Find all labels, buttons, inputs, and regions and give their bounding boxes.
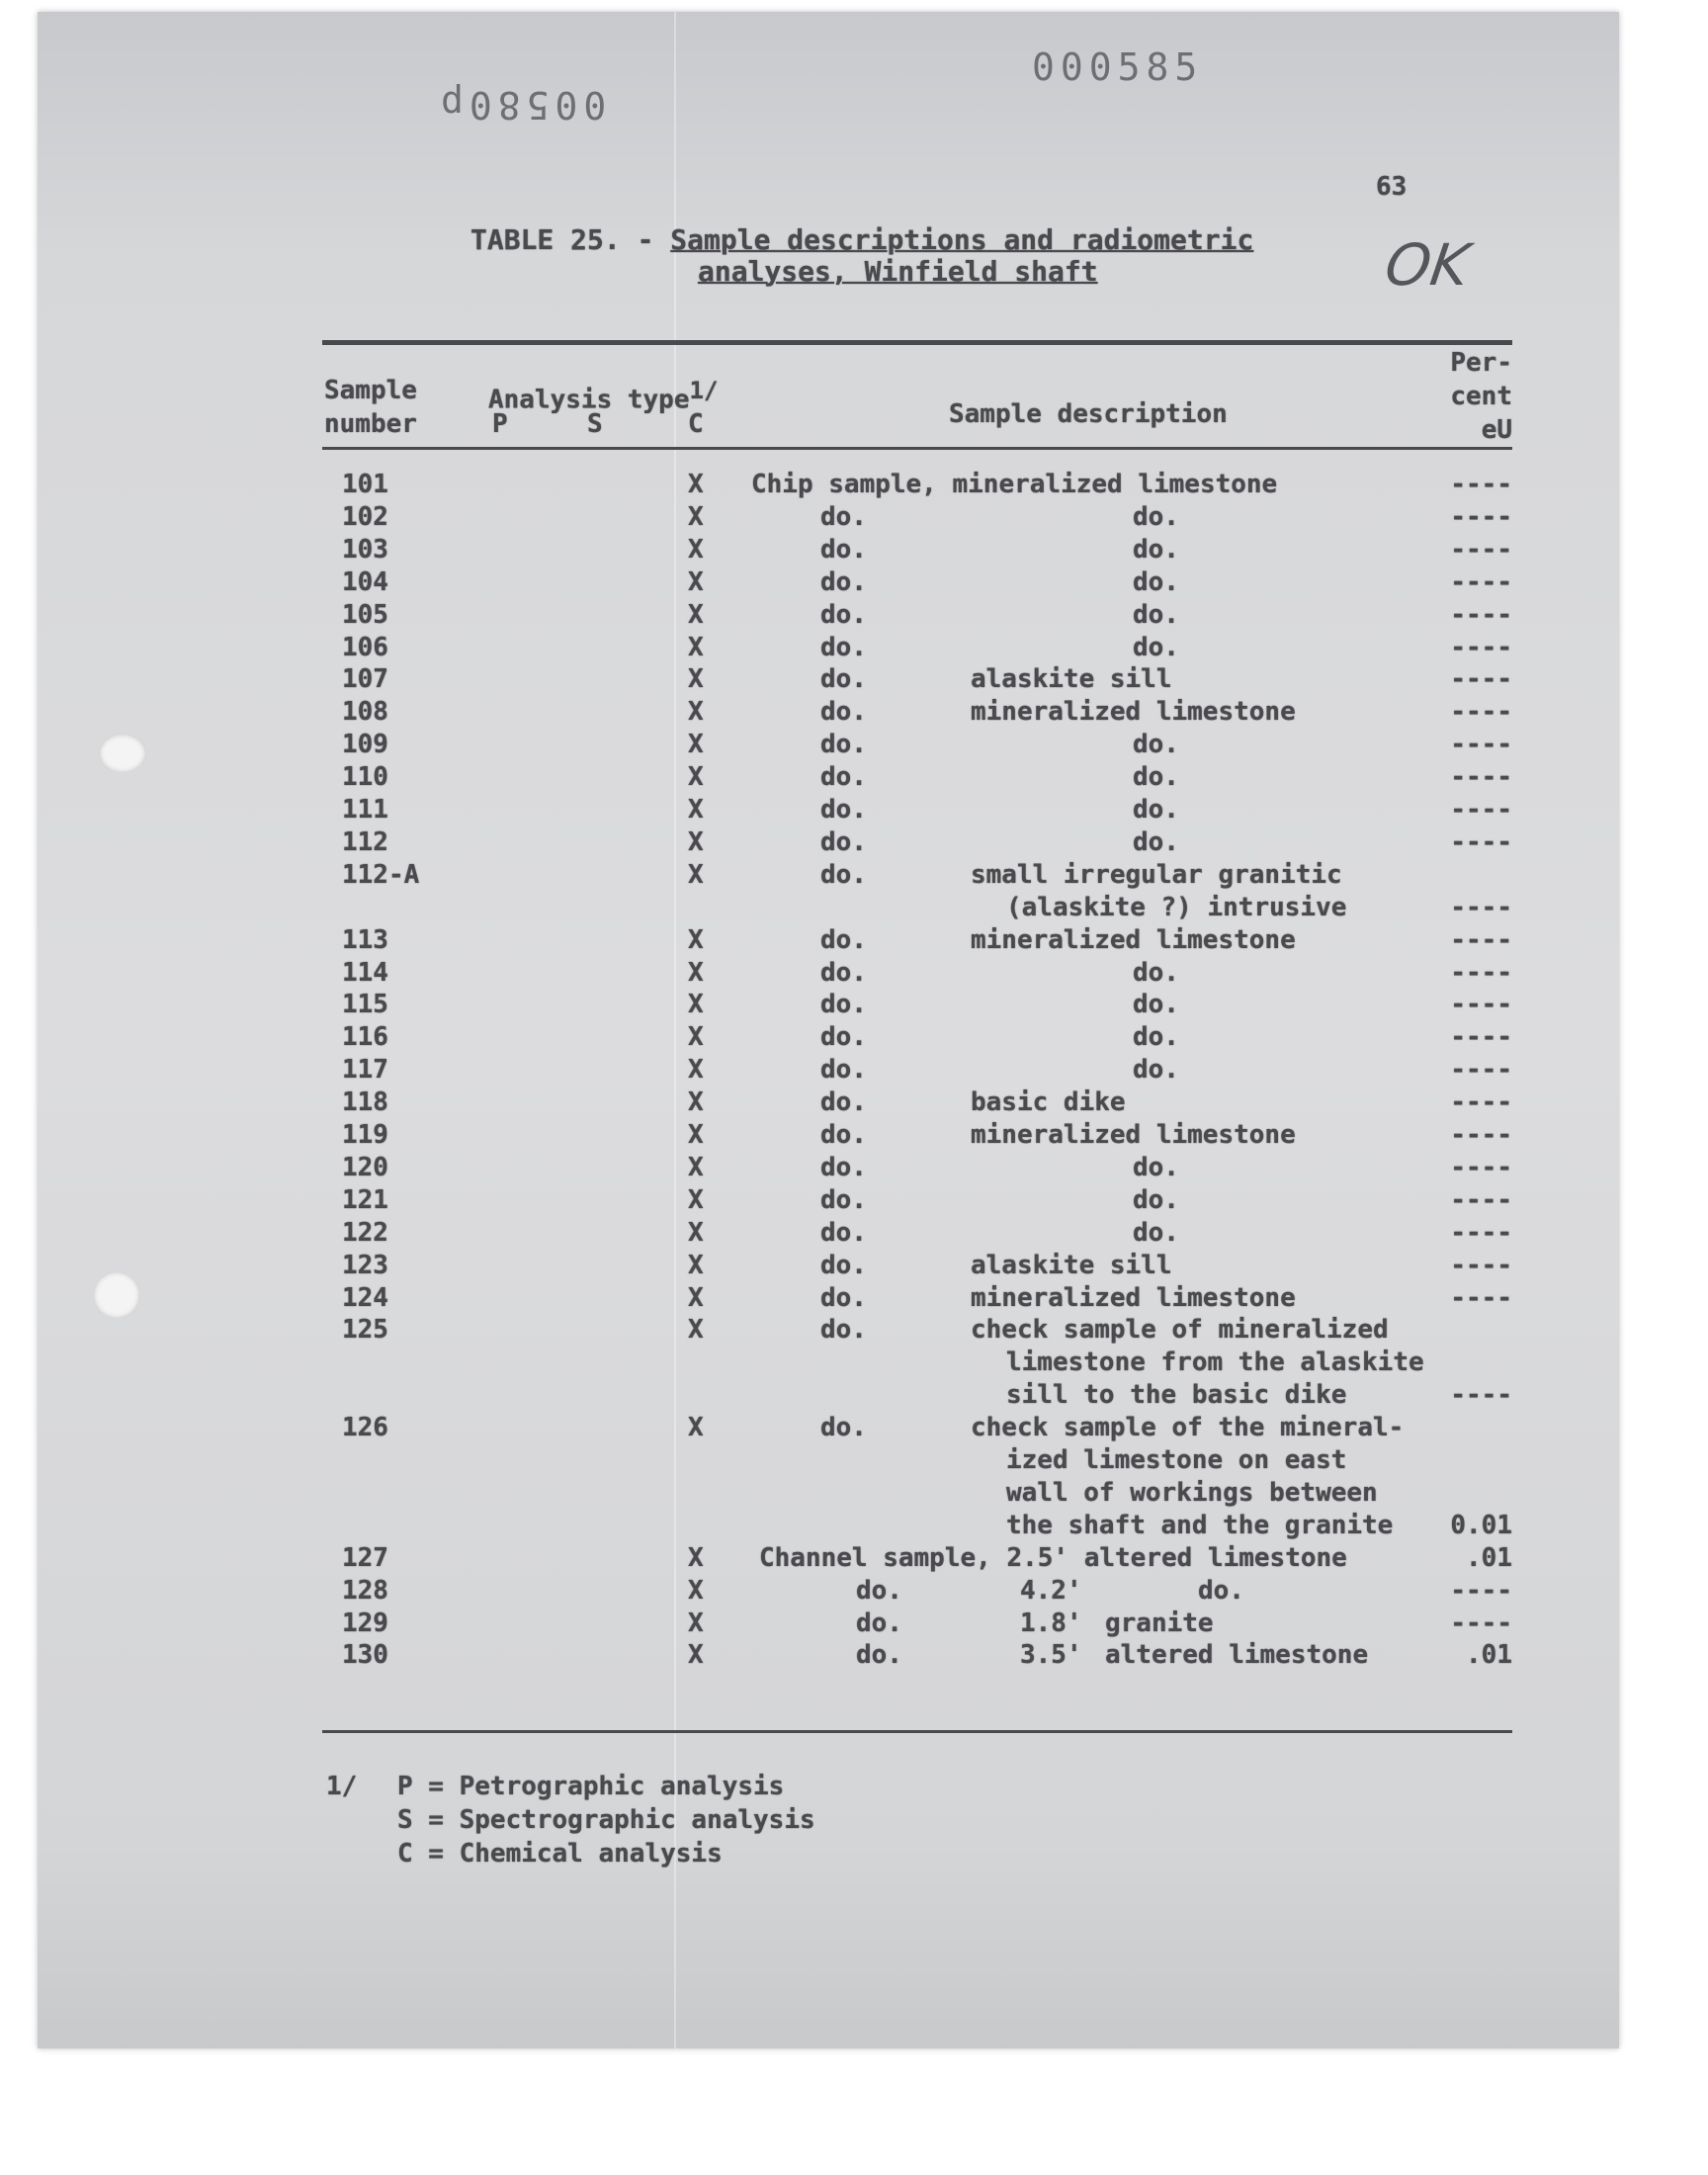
percent-eu-value: ----: [1450, 1088, 1512, 1118]
sample-method: Chip sample, mineralized limestone: [751, 470, 1278, 499]
percent-eu-value: ----: [1450, 1184, 1512, 1215]
analysis-c-mark: X: [688, 1152, 704, 1182]
percent-eu-value: ----: [1450, 1022, 1512, 1053]
sample-description: do.: [1133, 990, 1179, 1020]
sample-description: the shaft and the granite: [1006, 1510, 1394, 1540]
sample-description: do.: [1133, 1022, 1179, 1053]
sample-description: mineralized limestone: [971, 1120, 1296, 1150]
sample-number: 120: [342, 1152, 388, 1182]
analysis-c-mark: X: [688, 1055, 704, 1086]
analysis-c-mark: X: [688, 599, 704, 630]
analysis-c-mark: X: [688, 1640, 704, 1671]
analysis-c-mark: X: [688, 990, 704, 1020]
percent-eu-value: ----: [1450, 664, 1512, 695]
handwritten-note: OK: [1381, 231, 1474, 299]
stamp-number: 000585: [1032, 45, 1204, 89]
percent-eu-value: .01: [1466, 1640, 1512, 1671]
table-row: [0, 826, 1708, 859]
sample-number: 109: [342, 730, 388, 760]
percent-eu-value: ----: [1450, 990, 1512, 1020]
analysis-c-mark: X: [688, 664, 704, 695]
sample-number: 105: [342, 599, 388, 630]
sample-method: do.: [820, 1120, 867, 1150]
sample-description: small irregular granitic: [971, 859, 1342, 890]
table-row: [0, 1184, 1708, 1217]
table-row: [0, 859, 1708, 924]
percent-eu-value: ----: [1450, 470, 1512, 499]
analysis-c-mark: X: [688, 470, 704, 499]
sample-number: 126: [342, 1413, 388, 1443]
header-c: C: [688, 409, 704, 439]
sample-description: do.: [1133, 599, 1179, 630]
table-row: [0, 1021, 1708, 1054]
sample-description: altered limestone: [1105, 1640, 1369, 1671]
footnote-line: S = Spectrographic analysis: [397, 1805, 815, 1835]
header-analysis-ref: 1/: [689, 377, 719, 404]
sample-description: basic dike: [971, 1088, 1126, 1118]
sample-method: do.: [820, 1184, 867, 1215]
table-row: [0, 663, 1708, 696]
table-header-rule: [322, 447, 1512, 450]
table-row: [0, 534, 1708, 566]
header-percent-eu: [1435, 346, 1512, 447]
sample-description: do.: [1133, 1217, 1179, 1248]
table-title-dash: -: [637, 223, 654, 256]
table-row: [0, 696, 1708, 729]
sample-description: do.: [1133, 730, 1179, 760]
sample-number: 107: [342, 664, 388, 695]
header-sample-line-2: number: [324, 409, 417, 439]
analysis-c-mark: X: [688, 1542, 704, 1573]
sample-method: do.: [820, 1152, 867, 1182]
percent-eu-value: ----: [1450, 1380, 1512, 1411]
table-row: [0, 1542, 1708, 1575]
sample-description: wall of workings between: [1006, 1477, 1378, 1508]
sample-number: 112-A: [342, 859, 420, 890]
percent-eu-value: ----: [1450, 826, 1512, 857]
sample-number: 115: [342, 990, 388, 1020]
sample-number: 125: [342, 1315, 388, 1346]
table-row: [0, 566, 1708, 599]
percent-eu-value: ----: [1450, 1608, 1512, 1638]
table-row: [0, 761, 1708, 794]
table-title-text-2: analyses, Winfield shaft: [698, 255, 1098, 288]
sample-thickness: 1.8': [1020, 1608, 1082, 1638]
sample-thickness: 3.5': [1020, 1640, 1082, 1671]
analysis-c-mark: X: [688, 730, 704, 760]
footnote-line: C = Chemical analysis: [397, 1839, 723, 1869]
sample-method: do.: [820, 566, 867, 597]
percent-eu-value: ----: [1450, 1120, 1512, 1150]
sample-description: ized limestone on east: [1006, 1444, 1347, 1475]
table-row: [0, 501, 1708, 534]
sample-description: granite: [1105, 1608, 1214, 1638]
sample-number: 106: [342, 632, 388, 662]
header-sample: [324, 374, 417, 441]
sample-description: do.: [1133, 632, 1179, 662]
sample-method: do.: [820, 730, 867, 760]
sample-number: 121: [342, 1184, 388, 1215]
table-bottom-rule: [322, 1730, 1512, 1733]
sample-description: mineralized limestone: [971, 924, 1296, 955]
sample-method: do.: [820, 1282, 867, 1313]
sample-method: do.: [820, 957, 867, 988]
sample-number: 128: [342, 1575, 388, 1606]
header-s: S: [587, 409, 603, 439]
sample-method: do.: [820, 632, 867, 662]
percent-eu-value: ----: [1450, 697, 1512, 728]
sample-number: 111: [342, 795, 388, 825]
percent-eu-value: ----: [1450, 795, 1512, 825]
sample-method: do.: [820, 534, 867, 565]
percent-eu-value: ----: [1450, 762, 1512, 793]
percent-eu-value: 0.01: [1450, 1510, 1512, 1540]
sample-method: do.: [820, 599, 867, 630]
table-title-line-1: [470, 223, 1253, 256]
sample-method: do.: [856, 1608, 902, 1638]
percent-eu-value: ----: [1450, 1575, 1512, 1606]
table-row: [0, 599, 1708, 632]
analysis-c-mark: X: [688, 859, 704, 890]
table-row: [0, 1250, 1708, 1282]
sample-method: do.: [820, 859, 867, 890]
sample-method: do.: [820, 1022, 867, 1053]
header-description: Sample description: [949, 399, 1228, 429]
sample-description: do.: [1133, 1152, 1179, 1182]
sample-description: do.: [1133, 501, 1179, 532]
table-row: [0, 1152, 1708, 1184]
table-row: [0, 469, 1708, 501]
header-analysis-label: Analysis type: [488, 385, 690, 415]
sample-number: 110: [342, 762, 388, 793]
percent-eu-value: ----: [1450, 599, 1512, 630]
table-row: [0, 729, 1708, 761]
percent-eu-value: ----: [1450, 924, 1512, 955]
table-label: TABLE 25.: [470, 223, 621, 256]
percent-eu-value: ----: [1450, 1282, 1512, 1313]
sample-description: do.: [1133, 795, 1179, 825]
percent-eu-value: ----: [1450, 1055, 1512, 1086]
table-row: [0, 1575, 1708, 1608]
sample-method: do.: [856, 1640, 902, 1671]
table-row: [0, 924, 1708, 957]
sample-number: 117: [342, 1055, 388, 1086]
sample-description: check sample of mineralized: [971, 1315, 1389, 1346]
analysis-c-mark: X: [688, 1413, 704, 1443]
stamp-number-inverted: 00580p: [435, 83, 607, 127]
percent-eu-value: ----: [1450, 1250, 1512, 1280]
percent-eu-value: ----: [1450, 730, 1512, 760]
sample-method: do.: [820, 1217, 867, 1248]
sample-number: 123: [342, 1250, 388, 1280]
sample-thickness: 4.2': [1020, 1575, 1082, 1606]
sample-method: do.: [820, 1315, 867, 1346]
sample-number: 124: [342, 1282, 388, 1313]
header-eu-line-1: Per-: [1450, 348, 1512, 378]
analysis-c-mark: X: [688, 1250, 704, 1280]
percent-eu-value: ----: [1450, 1217, 1512, 1248]
analysis-c-mark: X: [688, 762, 704, 793]
analysis-c-mark: X: [688, 1315, 704, 1346]
table-title-text-1: Sample descriptions and radiometric: [670, 223, 1254, 256]
header-p: P: [492, 409, 508, 439]
table-row: [0, 1217, 1708, 1250]
sample-description: mineralized limestone: [971, 697, 1296, 728]
sample-description: do.: [1133, 957, 1179, 988]
sample-number: 119: [342, 1120, 388, 1150]
percent-eu-value: ----: [1450, 501, 1512, 532]
percent-eu-value: .01: [1466, 1542, 1512, 1573]
sample-method: do.: [820, 1250, 867, 1280]
sample-number: 102: [342, 501, 388, 532]
table-row: [0, 957, 1708, 990]
sample-description: sill to the basic dike: [1006, 1380, 1347, 1411]
sample-number: 103: [342, 534, 388, 565]
analysis-c-mark: X: [688, 566, 704, 597]
sample-description: do.: [1133, 762, 1179, 793]
table-row: [0, 989, 1708, 1021]
sample-number: 122: [342, 1217, 388, 1248]
analysis-c-mark: X: [688, 534, 704, 565]
percent-eu-value: ----: [1450, 1152, 1512, 1182]
sample-number: 112: [342, 826, 388, 857]
table-row: [0, 1639, 1708, 1672]
sample-description: do.: [1133, 1184, 1179, 1215]
percent-eu-value: ----: [1450, 892, 1512, 922]
analysis-c-mark: X: [688, 795, 704, 825]
sample-method: do.: [820, 1413, 867, 1443]
sample-description: do.: [1133, 566, 1179, 597]
percent-eu-value: ----: [1450, 632, 1512, 662]
sample-number: 130: [342, 1640, 388, 1671]
percent-eu-value: ----: [1450, 534, 1512, 565]
analysis-c-mark: X: [688, 697, 704, 728]
sample-description: do.: [1198, 1575, 1244, 1606]
header-eu-line-3: eU: [1481, 415, 1512, 445]
analysis-c-mark: X: [688, 1088, 704, 1118]
analysis-c-mark: X: [688, 1217, 704, 1248]
analysis-c-mark: X: [688, 1575, 704, 1606]
sample-description: alaskite sill: [971, 1250, 1172, 1280]
sample-method: do.: [856, 1575, 902, 1606]
analysis-c-mark: X: [688, 1022, 704, 1053]
sample-number: 114: [342, 957, 388, 988]
sample-description: do.: [1133, 826, 1179, 857]
table-top-rule: [322, 340, 1512, 345]
sample-method: do.: [820, 795, 867, 825]
table-row: [0, 632, 1708, 664]
table-row: [0, 1119, 1708, 1152]
analysis-c-mark: X: [688, 501, 704, 532]
analysis-c-mark: X: [688, 1120, 704, 1150]
sample-method: do.: [820, 924, 867, 955]
table-row: [0, 794, 1708, 826]
table-title-line-2: [698, 255, 1098, 288]
table-row: [0, 1087, 1708, 1119]
sample-method: do.: [820, 762, 867, 793]
sample-description: do.: [1133, 1055, 1179, 1086]
analysis-c-mark: X: [688, 1608, 704, 1638]
sample-description: alaskite sill: [971, 664, 1172, 695]
sample-number: 129: [342, 1608, 388, 1638]
sample-number: 101: [342, 470, 388, 499]
sample-method: do.: [820, 1055, 867, 1086]
sample-number: 108: [342, 697, 388, 728]
sample-number: 127: [342, 1542, 388, 1573]
table-row: [0, 1314, 1708, 1412]
sample-description: do.: [1133, 534, 1179, 565]
table-row: [0, 1412, 1708, 1542]
analysis-c-mark: X: [688, 632, 704, 662]
sample-description: check sample of the mineral-: [971, 1413, 1405, 1443]
sample-description: (alaskite ?) intrusive: [1006, 892, 1347, 922]
percent-eu-value: ----: [1450, 957, 1512, 988]
sample-number: 116: [342, 1022, 388, 1053]
table-row: [0, 1608, 1708, 1640]
table-row: [0, 1282, 1708, 1315]
sample-number: 104: [342, 566, 388, 597]
analysis-c-mark: X: [688, 1184, 704, 1215]
sample-method: do.: [820, 697, 867, 728]
sample-number: 113: [342, 924, 388, 955]
footnote-line: P = Petrographic analysis: [397, 1772, 785, 1801]
sample-method: do.: [820, 501, 867, 532]
sample-number: 118: [342, 1088, 388, 1118]
sample-method: Channel sample, 2.5' altered limestone: [759, 1542, 1347, 1573]
sample-description: mineralized limestone: [971, 1282, 1296, 1313]
sample-method: do.: [820, 664, 867, 695]
table-row: [0, 1054, 1708, 1087]
analysis-c-mark: X: [688, 957, 704, 988]
sample-method: do.: [820, 990, 867, 1020]
analysis-c-mark: X: [688, 1282, 704, 1313]
analysis-c-mark: X: [688, 826, 704, 857]
header-analysis-type: [488, 374, 718, 417]
analysis-c-mark: X: [688, 924, 704, 955]
sample-method: do.: [820, 826, 867, 857]
page-number: 63: [1376, 172, 1408, 202]
header-sample-line-1: Sample: [324, 376, 417, 405]
percent-eu-value: ----: [1450, 566, 1512, 597]
footnote-ref: 1/: [326, 1772, 358, 1801]
header-eu-line-2: cent: [1450, 382, 1512, 411]
sample-description: limestone from the alaskite: [1006, 1348, 1424, 1378]
sample-method: do.: [820, 1088, 867, 1118]
